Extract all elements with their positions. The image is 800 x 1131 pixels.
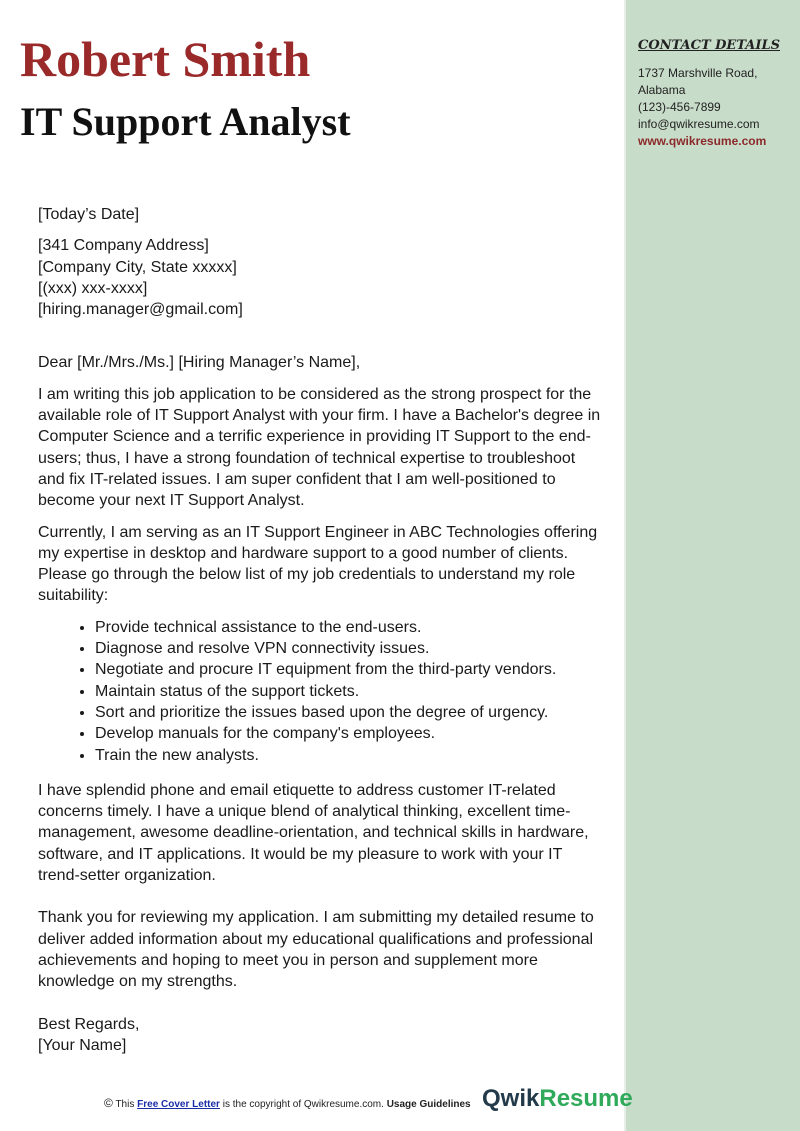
free-cover-letter-link[interactable]: Free Cover Letter <box>137 1099 220 1110</box>
applicant-name: Robert Smith <box>20 31 311 87</box>
list-item: • Diagnose and resolve VPN connectivity issues. <box>95 638 604 659</box>
recipient-block <box>38 235 604 320</box>
footer-text: is the copyright of Qwikresume.com. <box>222 1099 384 1110</box>
usage-guidelines-link[interactable]: Usage Guidelines <box>386 1099 471 1110</box>
date: [Today’s Date] <box>38 206 140 223</box>
paragraph-4: Thank you for reviewing my application. I am submitting my detailed resume to deliver added information about my educational qualifications and professional achievements and hoping to meet you in person and supplement more knowledge on my strengths. <box>38 909 594 991</box>
paragraph-2: Currently, I am serving as an IT Support Engineer in ABC Technologies offering my expertise in desktop and hardware support to a good number of clients. Please go through the below list of my job credentials to understand my role suitability: <box>38 523 598 605</box>
qwikresume-logo <box>482 1085 633 1113</box>
email: info@qwikresume.com <box>638 117 760 131</box>
list-item: • Develop manuals for the company's employees. <box>95 723 604 744</box>
list-item: • Maintain status of the support tickets. <box>95 681 604 702</box>
list-item: • Train the new analysts. <box>95 745 604 766</box>
job-title: IT Support Analyst <box>20 99 351 144</box>
contact-sidebar <box>624 0 800 1131</box>
footer-text: This <box>115 1099 135 1110</box>
recipient-line: [(xxx) xxx-xxxx] <box>38 279 148 297</box>
paragraph-1: I am writing this job application to be considered as the strong prospect for the available role of IT Support Analyst with your firm. I have a Bachelor's degree in Computer Science and a terrific experience in providing IT Support to the end-users; thus, I have a strong foundation of technical expertise to troubleshoot and fix IT-related issues. I am super confident that I am well-positioned to become your next IT Support Analyst. <box>38 385 601 510</box>
logo-part: Qwik <box>482 1085 540 1112</box>
closing: Best Regards, <box>38 1015 140 1033</box>
list-item: • Provide technical assistance to the end-users. <box>95 617 604 638</box>
closing-block <box>38 1014 604 1057</box>
footer-copyright <box>104 1096 471 1110</box>
credentials-list <box>38 617 604 766</box>
recipient-line: [Company City, State xxxxx] <box>38 258 237 276</box>
phone: (123)-456-7899 <box>638 100 721 114</box>
salutation: Dear [Mr./Mrs./Ms.] [Hiring Manager’s Name], <box>38 354 361 372</box>
recipient-line: [hiring.manager@gmail.com] <box>38 301 243 319</box>
list-item: • Sort and prioritize the issues based upon the degree of urgency. <box>95 702 604 723</box>
address-line-1: 1737 Marshville Road, <box>638 66 758 80</box>
paragraph-3: I have splendid phone and email etiquette to address customer IT-related concerns timely. I have a unique blend of analytical thinking, excellent time-management, awesome deadline-orientation, and technical skills in hardware, software, and IT applications. It would be my pleasure to work with your IT trend-setter organization. <box>38 781 589 885</box>
copyright-icon: © <box>104 1096 113 1110</box>
signature: [Your Name] <box>38 1036 127 1054</box>
list-item: • Negotiate and procure IT equipment from the third-party vendors. <box>95 659 604 680</box>
contact-heading: CONTACT DETAILS <box>638 38 780 53</box>
logo-part: Resume <box>539 1085 633 1112</box>
website-link[interactable]: www.qwikresume.com <box>638 134 767 148</box>
recipient-line: [341 Company Address] <box>38 237 209 255</box>
letter-body <box>38 204 604 1066</box>
address-line-2: Alabama <box>638 83 686 97</box>
